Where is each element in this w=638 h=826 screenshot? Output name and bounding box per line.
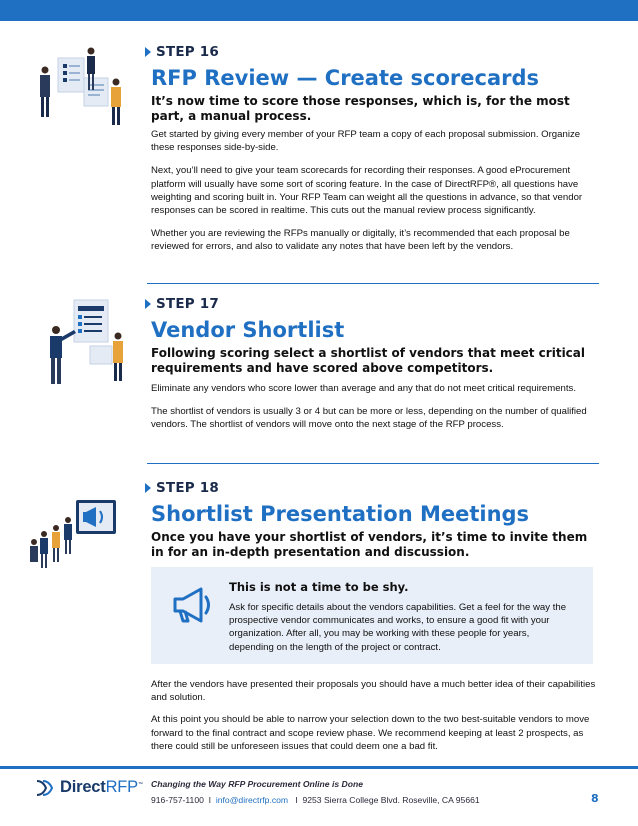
- step-16-content: [151, 44, 601, 254]
- step-16-title: RFP Review — Create scorecards: [151, 66, 540, 90]
- callout-box: [151, 567, 593, 664]
- step-17-subtitle: Following scoring select a shortlist of vendors that meet critical requirements and have scored above competitors.: [151, 346, 586, 375]
- step-18-title: Shortlist Presentation Meetings: [151, 502, 530, 526]
- top-accent-bar: [0, 0, 638, 21]
- step-17-paragraph-2: The shortlist of vendors is usually 3 or 4 but can be more or less, depending on the number of qualified vendors. The shortlist of vendors will move onto the next stage of the RFP process.: [151, 406, 587, 431]
- footer-address: 9253 Sierra College Blvd. Roseville, CA 95661: [302, 795, 480, 805]
- megaphone-icon: [171, 585, 217, 625]
- footer-email-link[interactable]: info@directrfp.com: [215, 795, 289, 805]
- directrfp-logo-icon: [36, 779, 56, 797]
- step-18-paragraph-1: After the vendors have presented their proposals you should have a much better idea of their capabilities and solution.: [151, 679, 596, 704]
- logo-bold-text: Direct: [60, 778, 106, 796]
- step-18-lower-content: [151, 678, 601, 753]
- step-arrow-icon: [145, 47, 151, 57]
- step-18-subtitle: Once you have your shortlist of vendors, it’s time to invite them in for an in-depth presentation and discussion.: [151, 530, 588, 559]
- step-17-label: STEP 17: [156, 296, 219, 312]
- footer-separator: I: [208, 795, 212, 805]
- step-17-content: [151, 296, 601, 432]
- step-arrow-icon: [145, 483, 151, 493]
- section-divider: [147, 463, 599, 464]
- logo-wordmark: [60, 778, 143, 797]
- step-16-paragraph-1: Get started by giving every member of your RFP team a copy of each proposal submission. Organize these responses side-by-side.: [151, 129, 581, 154]
- step-16-paragraph-2: Next, you’ll need to give your team scorecards for recording their responses. A good eProcurement platform will usually have some sort of scoring feature. In the case of DirectRFP®, all questions have weighting and scoring built in. Your RFP Team can weight all the questions in advance, so that vendor responses can be scored in realtime. This cuts out the manual review process significantly.: [151, 165, 583, 217]
- step-18-header: [145, 480, 599, 496]
- step-arrow-icon: [145, 299, 151, 309]
- presentation-illustration: [30, 490, 130, 590]
- footer-tagline: Changing the Way RFP Procurement Online is Done: [151, 779, 364, 789]
- callout-body: Ask for specific details about the vendors capabilities. Get a feel for the way the prospective vendor communicates and works, to ensure a good fit with your organization. After all, you may be working with these people for years, depending on the length of the project or contract.: [229, 602, 567, 653]
- footer-accent-bar: [0, 766, 638, 769]
- section-divider: [147, 283, 599, 284]
- step-18-content: [151, 480, 599, 560]
- step-17-header: [145, 296, 601, 312]
- step-18-paragraph-2: At this point you should be able to narrow your selection down to the two best-suitable vendors to move forward to the final contract and scope review phase. We recommend keeping at least 2 prospects, as there could still be unforeseen issues that could deem one a bad fit.: [151, 714, 590, 752]
- logo-trademark: ™: [137, 781, 143, 788]
- step-18-label: STEP 18: [156, 480, 219, 496]
- step-16-paragraph-3: Whether you are reviewing the RFPs manually or digitally, it’s recommended that each proposal be reviewed for errors, and also to validate any notes that have been left by the vendors.: [151, 228, 570, 253]
- callout-text: [229, 580, 581, 654]
- review-team-illustration: [30, 44, 130, 144]
- footer-contact: [151, 795, 480, 805]
- logo-light-text: RFP: [105, 778, 138, 796]
- step-16-label: STEP 16: [156, 44, 219, 60]
- step-17-paragraph-1: Eliminate any vendors who score lower than average and any that do not meet critical requirements.: [151, 383, 577, 394]
- footer-phone: 916-757-1100: [151, 795, 204, 805]
- step-17-title: Vendor Shortlist: [151, 318, 345, 342]
- footer-separator: I: [295, 795, 298, 805]
- page-number: 8: [591, 792, 599, 805]
- step-16-subtitle: It’s now time to score those responses, which is, for the most part, a manual process.: [151, 94, 570, 123]
- step-16-header: [145, 44, 601, 60]
- directrfp-logo: [36, 778, 143, 797]
- shortlist-illustration: [30, 296, 130, 396]
- callout-title: This is not a time to be shy.: [229, 580, 409, 594]
